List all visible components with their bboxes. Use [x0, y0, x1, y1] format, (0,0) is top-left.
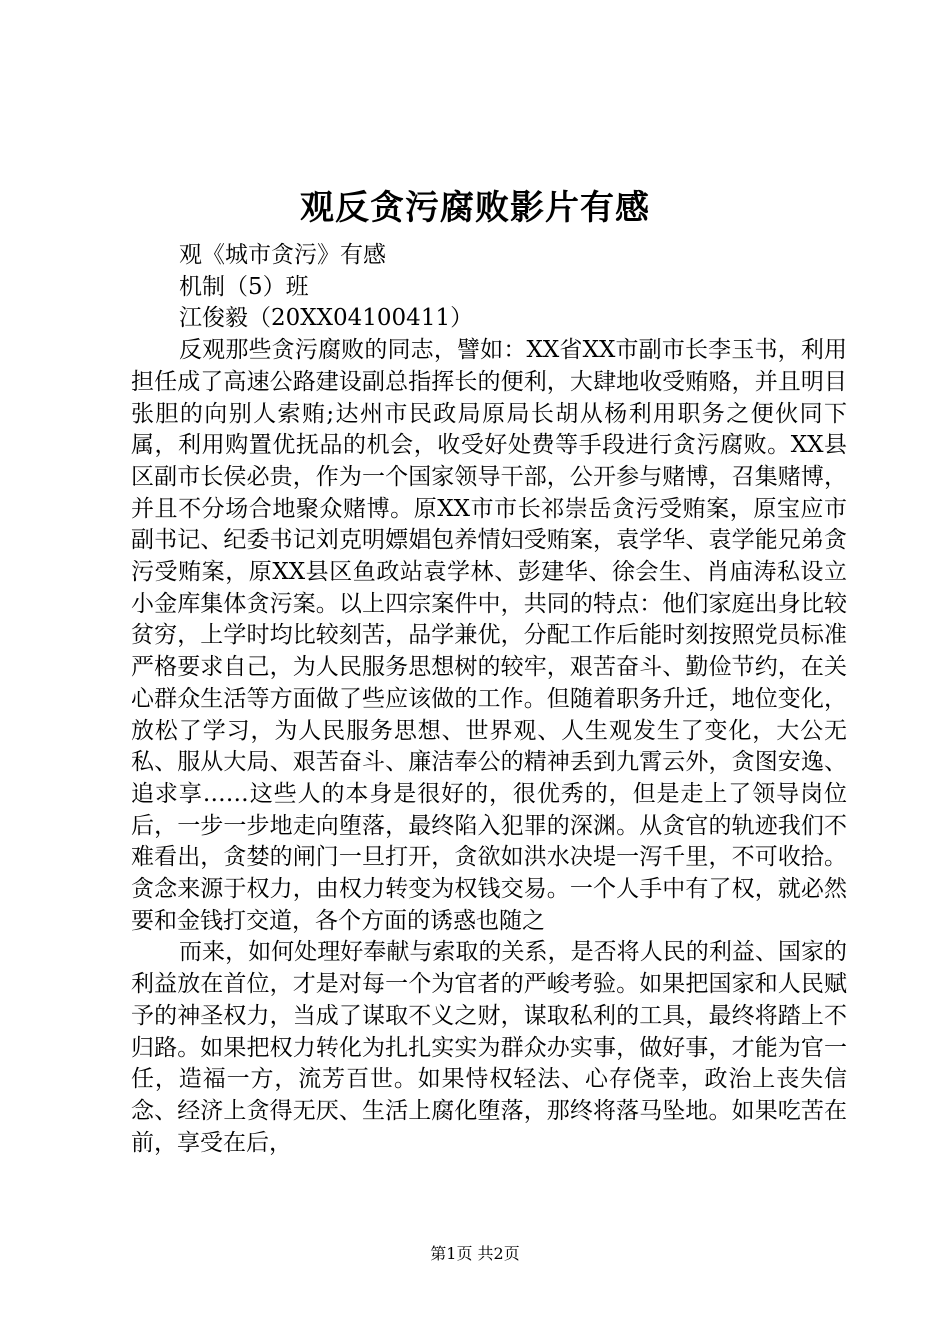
page-footer: 第1页 共2页 — [430, 1244, 520, 1263]
author-line: 江俊毅（20XX04100411） — [179, 305, 474, 332]
document-body — [131, 240, 847, 1159]
paragraph-2: 而来，如何处理好奉献与索取的关系，是否将人民的利益、国家的利益放在首位，才是对每一个为官者的严峻考验。如果把国家和人民赋予的神圣权力，当成了谋取不义之财，谋取私利的工具，最终将踏上不归路。如果把权力转化为扎扎实实为群众办实事，做好事，才能为官一任，造福一方，流芳百世。如果恃权轻法、心存侥幸，政治上丧失信念、经济上贪得无厌、生活上腐化堕落，那终将落马坠地。如果吃苦在前，享受在后， — [131, 939, 847, 1156]
document-title: 观反贪污腐败影片有感 — [300, 188, 650, 228]
paragraph-1: 反观那些贪污腐败的同志，譬如：XX省XX市副市长李玉书，利用担任成了高速公路建设副总指挥长的便利，大肆地收受贿赂，并且明目张胆的向别人索贿;达州市民政局原局长胡从杨利用职务之便伙同下属，利用购置优抚品的机会，收受好处费等手段进行贪污腐败。XX县区副市长侯必贵，作为一个国家领导干部，公开参与赌博，召集赌博，并且不分场合地聚众赌博。原XX市市长祁崇岳贪污受贿案，原宝应市副书记、纪委书记刘克明嫖娼包养情妇受贿案，袁学华、袁学能兄弟贪污受贿案，原XX县区鱼政站袁学林、彭建华、徐会生、肖庙涛私设立小金库集体贪污案。以上四宗案件中，共同的特点：他们家庭出身比较贫穷，上学时均比较刻苦，品学兼优，分配工作后能时刻按照党员标准严格要求自己，为人民服务思想树的较牢，艰苦奋斗、勤俭节约，在关心群众生活等方面做了些应该做的工作。但随着职务升迁，地位变化，放松了学习，为人民服务思想、世界观、人生观发生了变化，大公无私、服从大局、艰苦奋斗、廉洁奉公的精神丢到九霄云外，贪图安逸、追求享……这些人的本身是很好的，很优秀的，但是走上了领导岗位后，一步一步地走向堕落，最终陷入犯罪的深渊。从贪官的轨迹我们不难看出，贪婪的闸门一旦打开，贪欲如洪水决堤一泻千里，不可收拾。贪念来源于权力，由权力转变为权钱交易。一个人手中有了权，就必然要和金钱打交道，各个方面的诱惑也随之 — [131, 337, 847, 934]
document-subtitle: 观《城市贪污》有感 — [179, 242, 386, 268]
class-name: 机制（5）班 — [179, 273, 309, 300]
